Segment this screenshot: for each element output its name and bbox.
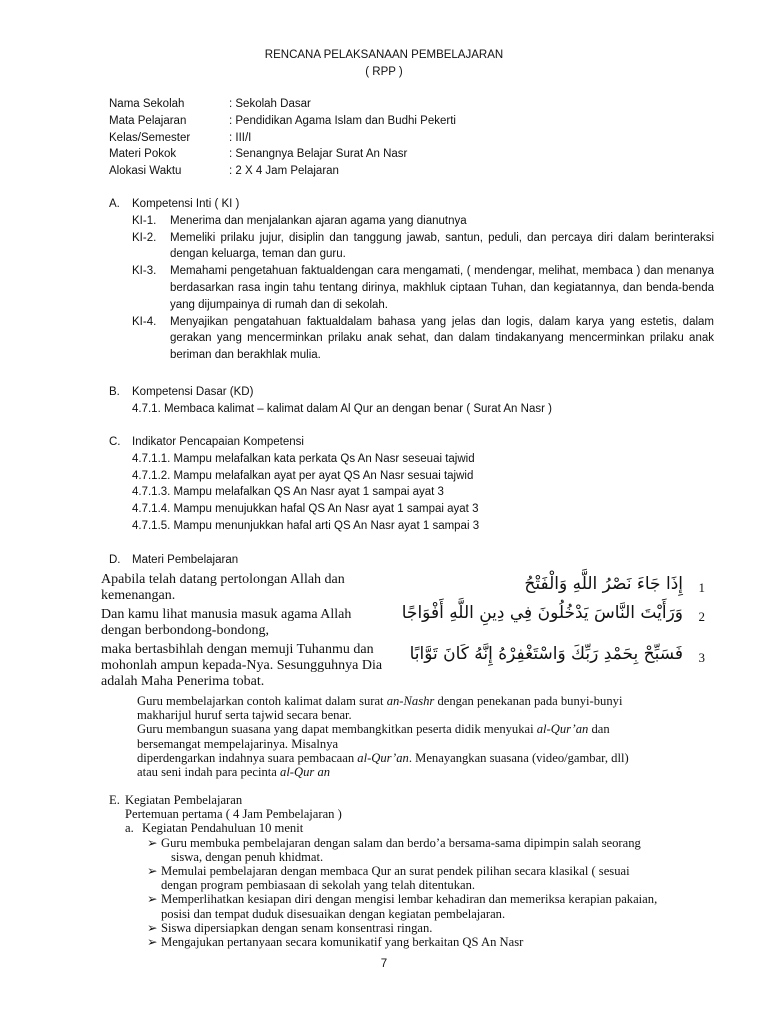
translation-line: mohonlah ampun kepada-Nya. Sesungguhnya Dia [101,657,383,673]
identity-label: Mata Pelajaran [109,114,187,127]
arrow-bullet-icon: ➢ [147,892,158,907]
activity-text: Mengajukan pertanyaan secara komunikatif yang berkaitan QS An Nasr [161,935,524,950]
activity-text: Siswa dipersiapkan dengan senam konsentrasi ringan. [161,920,433,935]
translation-line: kemenangan. [101,587,176,603]
section-a-heading [109,196,714,213]
ki-text: Memahami pengetahuan faktualdengan cara mengamati, ( mendengar, melihat, membaca ) dan menanya berdasarkan rasa ingin tahu tentang dirinya, makhluk ciptaan Tuhan, dan kegiatannya, dan benda-benda yang dijumpainya di rumah dan di sekolah. [170,265,714,311]
indicator-item: 4.7.1.3. Mampu melafalkan QS An Nasr ayat 1 sampai ayat 3 [132,486,444,499]
indicator-item: 4.7.1.5. Mampu menunjukkan hafal arti QS An Nasr ayat 1 sampai 3 [132,519,480,532]
arrow-bullet-icon: ➢ [147,920,158,935]
teaching-paragraph [137,694,717,779]
ayah-arabic: وَرَأَيْتَ النَّاسَ يَدْخُلُونَ فِي دِينِ اللَّهِ أَفْوَاجًا [401,603,683,623]
activity-item [147,836,719,864]
ayah-number: 3 [698,650,705,665]
text-run: Guru membangun suasana yang dapat membangkitkan peserta didik menyukai [137,722,537,737]
section-title: Indikator Pencapaian Kompetensi [132,436,304,448]
section-title: Kegiatan Pembelajaran [125,793,243,807]
document-header [0,47,768,81]
ki-item [132,314,714,364]
quran-term: al-Qur an [280,765,331,780]
paragraph-line: makharijul huruf serta tajwid secara benar. [137,708,352,723]
translation-line: Apabila telah datang pertolongan Allah dan [101,572,345,587]
page-number: 7 [380,958,388,970]
paragraph-line [137,751,717,765]
translation-line: Dan kamu lihat manusia masuk agama Allah [101,607,352,623]
section-e [109,793,719,949]
identity-row [109,96,709,113]
identity-row [109,130,709,147]
quran-term: al-Qur’an [536,722,589,737]
paragraph-line: bersemangat mempelajarinya. Misalnya [137,736,339,751]
meeting-label: Pertemuan pertama ( 4 Jam Pembelajaran ) [125,807,342,822]
identity-row [109,163,709,180]
section-b [109,384,714,418]
ayah-row [401,603,705,629]
arrow-bullet-icon: ➢ [147,835,158,850]
indicator-item: 4.7.1.4. Mampu menujukkan hafal QS An Nasr ayat 1 sampai ayat 3 [132,503,479,516]
kd-item: 4.7.1. Membaca kalimat – kalimat dalam Al Qur an dengan benar ( Surat An Nasr ) [132,402,552,415]
activity-item [147,921,719,935]
ayah-arabic: إِذَا جَاءَ نَصْرُ اللَّهِ وَالْفَتْحُ [524,574,683,594]
translation-line: adalah Maha Penerima tobat. [101,673,265,689]
identity-row [109,146,709,163]
section-letter: E. [109,793,120,807]
identity-row [109,113,709,130]
section-a [109,196,714,364]
activity-line: Memulai pembelajaran dengan membaca Qur an surat pendek pilihan secara klasikal ( sesuai [161,864,630,879]
section-letter: D. [109,554,121,566]
text-run: atau seni indah para pecinta [137,765,281,780]
identity-label: Nama Sekolah [109,98,185,110]
indicator-list [109,451,714,535]
activity-heading [109,821,719,835]
ki-item [132,213,714,230]
document-subtitle: ( RPP ) [365,65,403,78]
paragraph-line [137,722,717,736]
activity-list [109,836,719,950]
ki-code: KI-2. [132,231,157,244]
section-letter: B. [109,386,120,398]
surah-name: an-Nashr [386,694,435,708]
ki-text: Memeliki prilaku jujur, disiplin dan tanggung jawab, santun, peduli, dan percaya diri dalam berinteraksi dengan keluarga, teman dan guru. [170,231,714,261]
section-title: Kompetensi Inti ( KI ) [132,198,240,210]
activity-text [161,864,719,892]
identity-value: : Pendidikan Agama Islam dan Budhi Pekerti [229,114,456,127]
activity-line: siswa, dengan penuh khidmat. [171,849,324,864]
section-d-heading [109,552,238,569]
section-b-heading [109,384,714,401]
translation-block [101,572,411,689]
paragraph-line [137,694,717,708]
text-run: diperdengarkan indahnya suara pembacaan [137,750,358,765]
ki-item [132,263,714,313]
ayah-row [405,574,705,600]
ki-code: KI-1. [132,214,157,227]
ayah-number: 2 [698,609,705,624]
section-title: Materi Pembelajaran [132,554,239,566]
text-run: Guru membelajarkan contoh kalimat dalam surat [137,694,387,708]
ki-item [132,230,714,264]
activity-item [147,935,719,949]
identity-label: Kelas/Semester [109,131,191,144]
arrow-bullet-icon: ➢ [147,935,158,950]
indicator-item: 4.7.1.1. Mampu melafalkan kata perkata Qs An Nasr seseuai tajwid [132,452,475,465]
section-c-heading [109,434,714,451]
ayah-row [405,644,705,670]
paragraph-line [137,765,717,779]
activity-item [147,892,719,920]
activity-line: dengan program pembiasaan di sekolah yang telah ditentukan. [161,878,476,893]
quran-term: al-Qur’an [357,750,409,765]
activity-text [161,892,719,920]
activity-line: posisi dan tempat duduk disesuaikan dengan kegiatan pembelajaran. [161,906,506,921]
activity-line: Guru membuka pembelajaran dengan salam dan berdo’a bersama-sama dipimpin salah seorang [161,835,641,850]
identity-value: : 2 X 4 Jam Pelajaran [229,165,339,178]
identity-label: Alokasi Waktu [109,165,182,178]
ki-text: Menyajikan pengatahuan faktualdalam bahasa yang jelas dan logis, dalam karya yang estetis, dalam gerakan yang mencerminkan prilaku anak sehat, dan dalam tindakanyang mencerminkan prilaku anak beriman dan berakhlak mulia. [170,315,714,362]
ki-text: Menerima dan menjalankan ajaran agama yang dianutnya [170,214,467,227]
text-run: dan [588,722,610,737]
section-e-heading [109,793,719,807]
section-letter: C. [109,436,121,448]
text-run: dengan penekanan pada bunyi-bunyi [434,694,623,708]
activity-title: Kegiatan Pendahuluan 10 menit [142,821,304,836]
activity-item [147,864,719,892]
identity-value: : Senangnya Belajar Surat An Nasr [229,148,408,161]
activity-line: Memperlihatkan kesiapan diri dengan mengisi lembar kehadiran dan memeriksa kerapian pakaian, [161,892,658,907]
identity-block [109,96,709,180]
ki-list [109,213,714,364]
arrow-bullet-icon: ➢ [147,864,158,879]
activity-text [161,836,719,864]
ayah-number: 1 [698,580,705,595]
section-c [109,434,714,535]
activity-letter: a. [125,821,134,836]
translation-line: maka bertasbihlah dengan memuji Tuhanmu dan [101,642,374,658]
indicator-item: 4.7.1.2. Mampu melafalkan ayat per ayat QS An Nasr sesuai tajwid [132,469,474,482]
text-run: . Menayangkan suasana (video/gambar, dll) [408,750,629,765]
identity-value: : III/I [229,131,252,144]
ki-code: KI-3. [132,265,157,278]
translation-line: dengan berbondong-bondong, [101,622,269,638]
section-title: Kompetensi Dasar (KD) [132,386,254,398]
section-letter: A. [109,198,120,210]
identity-value: : Sekolah Dasar [229,98,311,110]
ayah-arabic: فَسَبِّحْ بِحَمْدِ رَبِّكَ وَاسْتَغْفِرْهُ إِنَّهُ كَانَ تَوَّابًا [409,644,683,664]
document-title: RENCANA PELAKSANAAN PEMBELAJARAN [264,49,504,61]
ki-code: KI-4. [132,315,157,328]
identity-label: Materi Pokok [109,148,177,161]
